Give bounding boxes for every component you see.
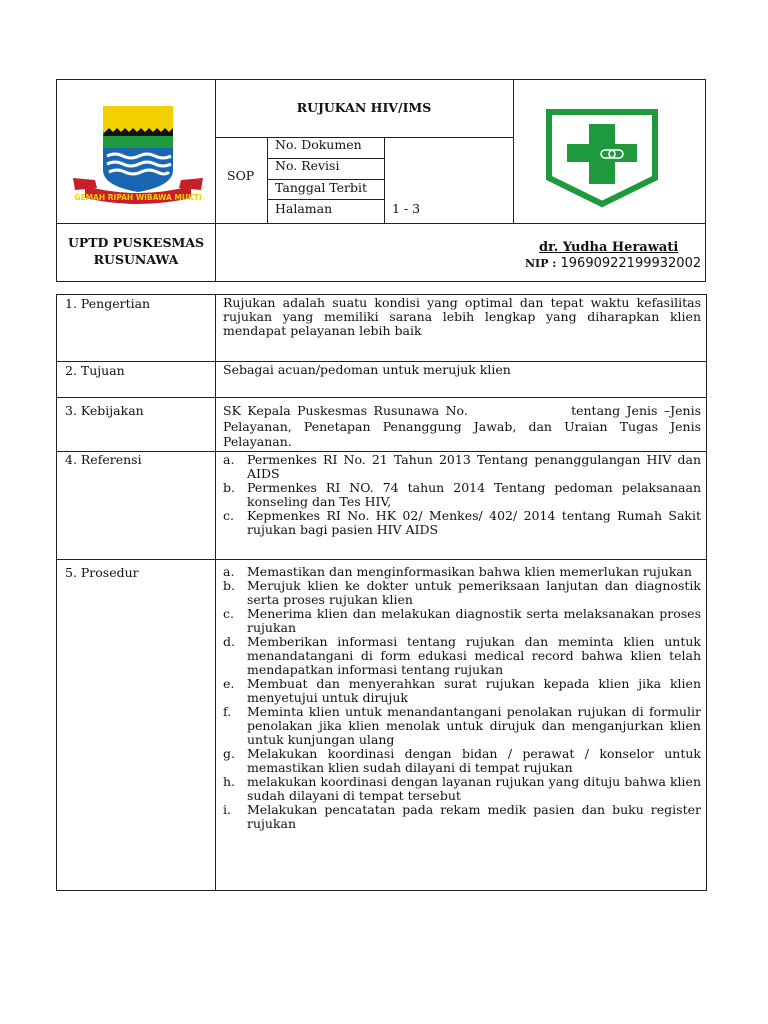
document-title: RUJUKAN HIV/IMS	[296, 100, 432, 115]
sop-body-table	[56, 294, 707, 891]
prosedur-item	[223, 565, 701, 579]
section-list-prosedur	[223, 565, 701, 831]
logo-cross	[567, 124, 637, 184]
puskesmas-logo	[541, 100, 663, 210]
section-text-pengertian: Rujukan adalah suatu kondisi yang optimal dan tepat waktu kefasilitas rujukan yang memiliki sarana lebih lengkap yang diharapkan klien mendapat pelayanan lebih baik	[223, 295, 701, 338]
prosedur-item-text: Menerima klien dan melakukan diagnostik serta melaksanakan proses rujukan	[247, 606, 701, 635]
referensi-item-mark: b.	[223, 480, 235, 495]
prosedur-item-mark: f.	[223, 704, 232, 719]
crest-top-yellow	[103, 106, 173, 132]
section-text-kebijakan: SK Kepala Puskesmas Rusunawa No. tentang Jenis –Jenis Pelayanan, Penetapan Penanggung Jawab, dan Uraian Tugas Jenis Pelayanan.	[223, 403, 705, 449]
crest-banner-text: GEMAH RIPAH WIBAWA MUKTI	[74, 193, 202, 202]
section-label-pengertian: 1. Pengertian	[65, 296, 151, 311]
prosedur-item-mark: h.	[223, 774, 236, 789]
sop-header-table	[56, 79, 706, 282]
section-label-tujuan: 2. Tujuan	[65, 363, 125, 378]
nip-label: NIP :	[525, 257, 557, 270]
referensi-item-mark: a.	[223, 452, 235, 467]
prosedur-item-text: Melakukan koordinasi dengan bidan / perawat / konselor untuk memastikan klien sudah dilayani di tempat rujukan	[247, 746, 701, 775]
section-label-kebijakan: 3. Kebijakan	[65, 403, 144, 418]
referensi-item-text: Permenkes RI NO. 74 tahun 2014 Tentang pedoman pelaksanaan konseling dan Tes HIV,	[247, 480, 701, 509]
signer-name: dr. Yudha Herawati	[539, 240, 679, 255]
doc-field-label-norevisi: No. Revisi	[275, 158, 340, 173]
org-name-line1: UPTD PUSKESMAS	[67, 235, 205, 250]
prosedur-item-mark: a.	[223, 564, 235, 579]
prosedur-item	[223, 747, 701, 775]
org-name	[57, 234, 215, 268]
org-name-line2: RUSUNAWA	[93, 252, 179, 267]
prosedur-item-mark: b.	[223, 578, 235, 593]
referensi-item	[223, 481, 701, 509]
doc-field-label-nodokumen: No. Dokumen	[275, 137, 362, 152]
section-text-tujuan: Sebagai acuan/pedoman untuk merujuk klien	[223, 362, 511, 377]
city-crest-logo	[65, 106, 211, 206]
referensi-item-mark: c.	[223, 508, 234, 523]
section-label-referensi: 4. Referensi	[65, 452, 142, 467]
prosedur-item-text: Memastikan dan menginformasikan bahwa klien memerlukan rujukan	[247, 564, 692, 579]
sop-label: SOP	[227, 168, 255, 183]
prosedur-item	[223, 677, 701, 705]
prosedur-item	[223, 705, 701, 747]
prosedur-item-text: Membuat dan menyerahkan surat rujukan kepada klien jika klien menyetujui untuk dirujuk	[247, 676, 701, 705]
prosedur-item-text: Meminta klien untuk menandantangani penolakan rujukan di formulir penolakan jika klien menolak untuk dirujuk dan menganjurkan klien untuk kunjungan ulang	[247, 704, 701, 747]
referensi-item-text: Kepmenkes RI No. HK 02/ Menkes/ 402/ 2014 tentang Rumah Sakit rujukan bagi pasien HIV AIDS	[247, 508, 701, 537]
doc-field-label-halaman: Halaman	[275, 201, 333, 216]
referensi-item	[223, 453, 701, 481]
prosedur-item-mark: i.	[223, 802, 231, 817]
prosedur-item-mark: c.	[223, 606, 234, 621]
doc-field-value-halaman: 1 - 3	[392, 201, 421, 216]
prosedur-item	[223, 579, 701, 607]
prosedur-item-mark: e.	[223, 676, 235, 691]
prosedur-item-mark: g.	[223, 746, 235, 761]
section-label-prosedur: 5. Prosedur	[65, 565, 139, 580]
prosedur-item	[223, 607, 701, 635]
nip-value: 19690922199932002	[560, 256, 702, 271]
prosedur-item-mark: d.	[223, 634, 235, 649]
referensi-item	[223, 509, 701, 537]
doc-field-label-tanggalterbit: Tanggal Terbit	[275, 180, 368, 195]
prosedur-item-text: Memberikan informasi tentang rujukan dan meminta klien untuk menandatangani di form edukasi medical record bahwa klien telah mendapatkan informasi tentang rujukan	[247, 634, 701, 677]
section-list-referensi	[223, 453, 701, 537]
prosedur-item-text: Merujuk klien ke dokter untuk pemeriksaan lanjutan dan diagnostik serta proses rujukan klien	[247, 578, 701, 607]
signer-nip	[525, 256, 701, 271]
referensi-item-text: Permenkes RI No. 21 Tahun 2013 Tentang penanggulangan HIV dan AIDS	[247, 452, 701, 481]
prosedur-item	[223, 803, 701, 831]
prosedur-item-text: Melakukan pencatatan pada rekam medik pasien dan buku register rujukan	[247, 802, 701, 831]
prosedur-item-text: melakukan koordinasi dengan layanan rujukan yang dituju bahwa klien sudah dilayani di tempat tersebut	[247, 774, 701, 803]
prosedur-item	[223, 775, 701, 803]
prosedur-item	[223, 635, 701, 677]
